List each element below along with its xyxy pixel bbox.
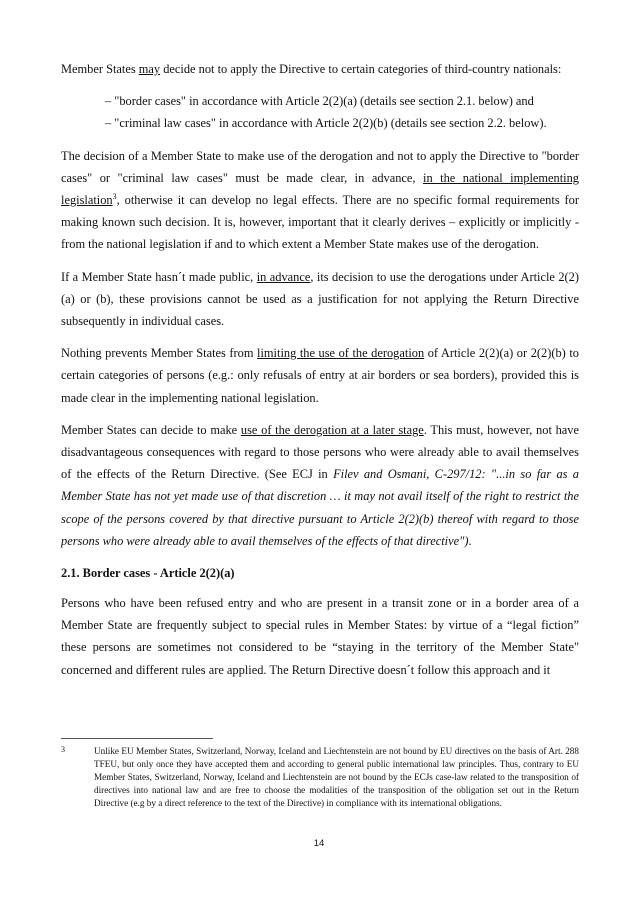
paragraph-3: [61, 266, 579, 333]
p3-text-a: If a Member State hasn´t made public,: [61, 269, 257, 284]
p1-text-a: Member States: [61, 62, 139, 76]
footnote-text: Unlike EU Member States, Switzerland, Norway, Iceland and Liechtenstein are not bound by EU directives on the basis of Art. 288 TFEU, but only once they have accepted them and according to general public international law principles. Thus, contrary to EU Member States, Switzerland, Norway, Iceland and Liechtenstein are not bound by the ECJs case-law related to the transposition of directives into national law and are free to choose the modalities of the transposition of the obligation set out in the Return Directive (e.g by a direct reference to the text of the Directive) in compliance with its international obligations.: [94, 746, 579, 808]
p3-text-b: , its decision to use the derogations under Article 2(2)(a) or (b), these provisions cannot be used as a justification for not applying the Return Directive subsequently in individual cases.: [61, 269, 579, 329]
p1-underlined-may: may: [138, 62, 161, 76]
paragraph-5: [61, 419, 579, 552]
p4-underlined: limiting the use of the derogation: [257, 346, 425, 361]
page-number: 14: [313, 838, 325, 849]
paragraph-6: Persons who have been refused entry and who are present in a transit zone or in a border area of a Member State are frequently subject to special rules in Member States: by virtue of a “legal fiction” these persons are sometimes not considered to be “staying in the territory of the Member State" concerned and different rules are applied. The Return Directive doesn´t follow this approach and it: [61, 596, 579, 677]
p5-text-c: .: [468, 533, 472, 548]
paragraph-4: [61, 342, 579, 409]
footnote-ref-3[interactable]: 3: [112, 191, 117, 201]
p3-underlined: in advance: [256, 269, 311, 284]
footnote-area: [61, 738, 579, 810]
p5-text-a: Member States can decide to make: [61, 422, 241, 437]
footnote-separator: [61, 738, 213, 739]
p5-underlined: use of the derogation at a later stage: [240, 422, 424, 437]
footnote-3: [61, 745, 579, 810]
p2-underlined: in the national implementing legislation: [61, 170, 579, 208]
bullet-criminal-law-cases: – "criminal law cases" in accordance with Article 2(2)(b) (details see section 2.2. below).: [105, 116, 547, 131]
p5-text-b: . This must, however, not have disadvantageous consequences with regard to those persons who were already able to avail themselves of the effects of the Return Directive. (See ECJ in: [61, 422, 579, 482]
paragraph-1: [61, 58, 579, 80]
bullet-border-cases: – "border cases" in accordance with Article 2(2)(a) (details see section 2.1. below) and: [105, 94, 534, 109]
footnote-number: 3: [61, 745, 65, 754]
section-heading: 2.1. Border cases - Article 2(2)(a): [61, 566, 235, 581]
p4-text-a: Nothing prevents Member States from: [61, 346, 258, 361]
p2-text-a: The decision of a Member State to make use of the derogation and not to apply the Directive to "border cases" or "criminal law cases" must be made clear, in advance,: [61, 148, 579, 185]
document-body: [61, 58, 579, 691]
p1-text-b: decide not to apply the Directive to certain categories of third-country nationals:: [160, 62, 562, 76]
p5-quote-italic: Filev and Osmani, C-297/12: "...in so far as a Member State has not yet made use of that discretion … it may not avail itself of the right to restrict the scope of the persons covered by that directive pursuant to Article 2(2)(b) thereof with regard to those persons who were already able to avail themselves of the effects of that directive"): [61, 467, 579, 548]
paragraph-2: [61, 145, 579, 256]
p2-text-b: , otherwise it can develop no legal effects. There are no specific formal requirements for making known such decision. It is, however, important that it clearly derives – explicitly or implicitly - from the national legislation if and to which extent a Member State makes use of the derogation.: [61, 193, 579, 252]
p4-text-b: of Article 2(2)(a) or 2(2)(b) to certain categories of persons (e.g.: only refusals of entry at air borders or sea borders), provided this is made clear in the implementing national legislation.: [61, 346, 579, 405]
